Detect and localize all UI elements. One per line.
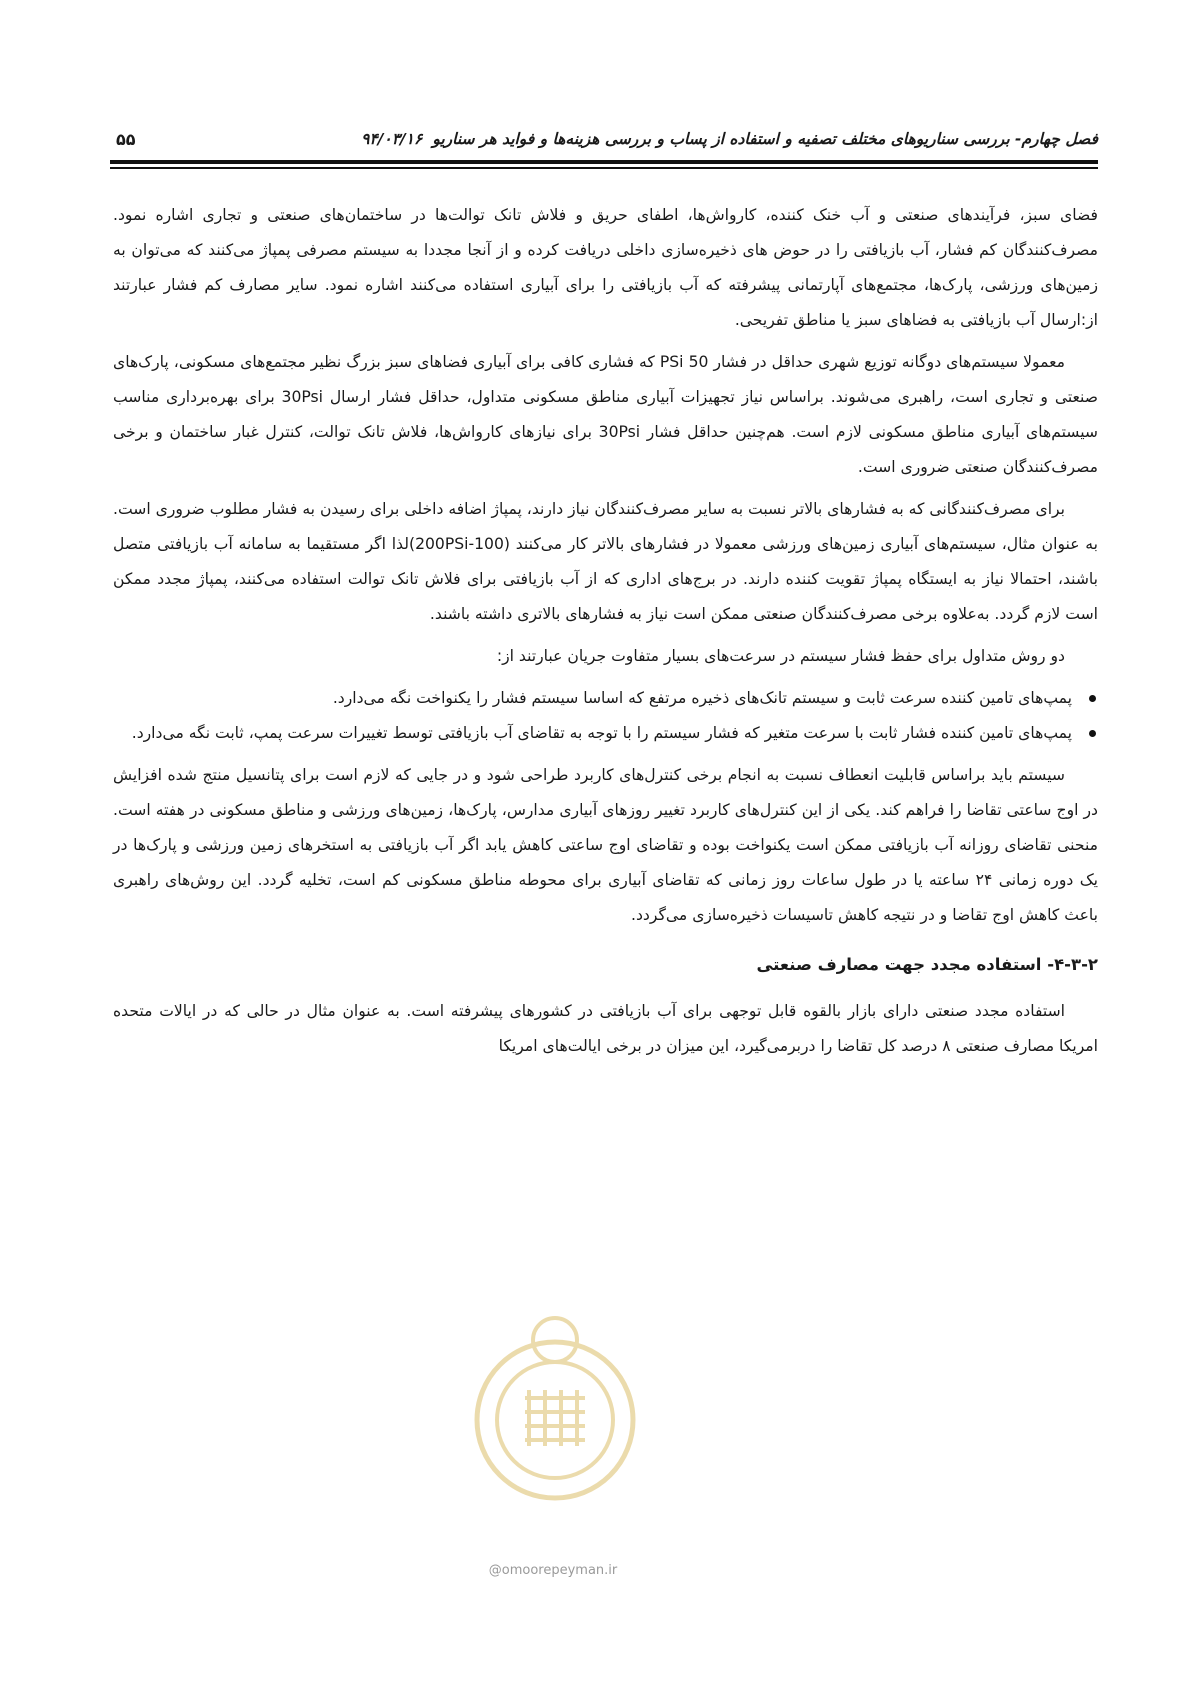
- section-title: استفاده مجدد جهت مصارف صنعتی: [756, 955, 1042, 974]
- paragraph-4: دو روش متداول برای حفظ فشار سیستم در سرعت‌های بسیار متفاوت جریان عبارتند از:: [496, 647, 1065, 665]
- bullet-list: [113, 681, 1098, 751]
- bullet-text: پمپ‌های تامین کننده سرعت ثابت و سیستم تانک‌های ذخیره مرتفع که اساسا سیستم فشار را یکنواخت نگه می‌دارد.: [332, 689, 1072, 707]
- document-body: [113, 198, 1098, 1071]
- section-heading: [113, 947, 1098, 982]
- paragraph-2: معمولا سیستم‌های دوگانه توزیع شهری حداقل در فشار 50 PSi که فشاری کافی برای آبیاری فضاهای سبز بزرگ نظیر مجتمع‌های مسکونی، پارک‌های صنعتی و تجاری است، راهبری می‌شوند. براساس نیاز تجهیزات آبیاری مناطق مسکونی متداول، حداقل فشار ارسال 30Psi برای بهره‌برداری مناسب سیستم‌های آبیاری مناطق مسکونی لازم است. هم‌چنین حداقل فشار 30Psi برای نیازهای کارواش‌ها، فلاش تانک توالت، کنترل غبار ساختمان و برخی مصرف‌کنندگان صنعتی ضروری است.: [113, 353, 1098, 476]
- watermark-seal-icon: [455, 1300, 655, 1520]
- watermark-text: @omoorepeyman.ir: [488, 1563, 618, 1578]
- section-number: ۴-۳-۲-: [1047, 955, 1098, 974]
- bullet-item: [113, 716, 1072, 751]
- bullet-icon: [1089, 730, 1096, 737]
- header-date: ۹۴/۰۳/۱۶: [361, 130, 423, 148]
- section-paragraph: استفاده مجدد صنعتی دارای بازار بالقوه قابل توجهی برای آب بازیافتی در کشورهای پیشرفته است. به عنوان مثال در حالی که در ایالات متحده امریکا مصارف صنعتی ۸ درصد کل تقاضا را دربرمی‌گیرد، این میزان در برخی ایالت‌های امریکا: [113, 1002, 1098, 1055]
- paragraph-3: برای مصرف‌کنندگانی که به فشارهای بالاتر نسبت به سایر مصرف‌کنندگان نیاز دارند، پمپاژ اضافه داخلی برای رسیدن به فشار مطلوب ضروری است. به عنوان مثال، سیستم‌های آبیاری زمین‌های ورزشی معمولا در فشارهای بالاتر کار می‌کنند (100-200PSi)لذا اگر مستقیما به سامانه آب بازیافتی متصل باشند، احتمالا نیاز به ایستگاه پمپاژ تقویت کننده دارند. در برج‌های اداری که از آب بازیافتی برای فلاش تانک توالت استفاده می‌کنند، پمپاژ مجدد ممکن است لازم گردد. به‌علاوه برخی مصرف‌کنندگان صنعتی ممکن است نیاز به فشارهای بالاتری داشته باشند.: [113, 500, 1098, 623]
- header-rule-thick: [110, 160, 1098, 164]
- page-header: [110, 118, 1098, 152]
- header-rule-thin: [110, 167, 1098, 169]
- paragraph-5: سیستم باید براساس قابلیت انعطاف نسبت به انجام برخی کنترل‌های کاربرد طراحی شود و در جایی که لازم است برای پتانسیل منتج شده افزایش در اوج ساعتی تقاضا را فراهم کند. یکی از این کنترل‌های کاربرد تغییر روزهای آبیاری مدارس، پارک‌ها، زمین‌های ورزشی و مناطق مسکونی در هفته است. منحنی تقاضای روزانه آب بازیافتی ممکن است یکنواخت بوده و تقاضای اوج ساعتی کاهش یابد اگر آب بازیافتی به استخرهای زمین ورزشی و پارک‌ها در یک دوره زمانی ۲۴ ساعته یا در طول ساعات روز زمانی که تقاضای آبیاری برای محوطه مناطق مسکونی کم است، تخلیه گردد. این روش‌های راهبری باعث کاهش اوج تقاضا و در نتیجه کاهش تاسیسات ذخیره‌سازی می‌گردد.: [113, 766, 1098, 924]
- page-number: ۵۵: [116, 130, 136, 149]
- chapter-title: [361, 130, 1098, 148]
- bullet-icon: [1089, 695, 1096, 702]
- bullet-item: [113, 681, 1072, 716]
- chapter-title-text: فصل چهارم- بررسی سناریوهای مختلف تصفیه و استفاده از پساب و بررسی هزینه‌ها و فواید هر سناریو: [432, 130, 1098, 148]
- paragraph-1: فضای سبز، فرآیندهای صنعتی و آب خنک کننده، کارواش‌ها، اطفای حریق و فلاش تانک توالت‌ها در ساختمان‌های صنعتی و تجاری اشاره نمود. مصرف‌کنندگان کم فشار، آب بازیافتی را در حوض های ذخیره‌سازی داخلی دریافت کرده و از آنجا مجددا به سیستم مصرفی پمپاژ می‌کنند که می‌توان به زمین‌های ورزشی، پارک‌ها، مجتمع‌های آپارتمانی پیشرفته که آب بازیافتی را برای آبیاری استفاده می‌کنند اشاره نمود. سایر مصارف کم فشار عبارتند از:ارسال آب بازیافتی به فضاهای سبز یا مناطق تفریحی.: [113, 206, 1098, 329]
- bullet-text: پمپ‌های تامین کننده فشار ثابت با سرعت متغیر که فشار سیستم را با توجه به تقاضای آب بازیافتی توسط تغییرات سرعت پمپ، ثابت نگه می‌دارد.: [131, 724, 1072, 742]
